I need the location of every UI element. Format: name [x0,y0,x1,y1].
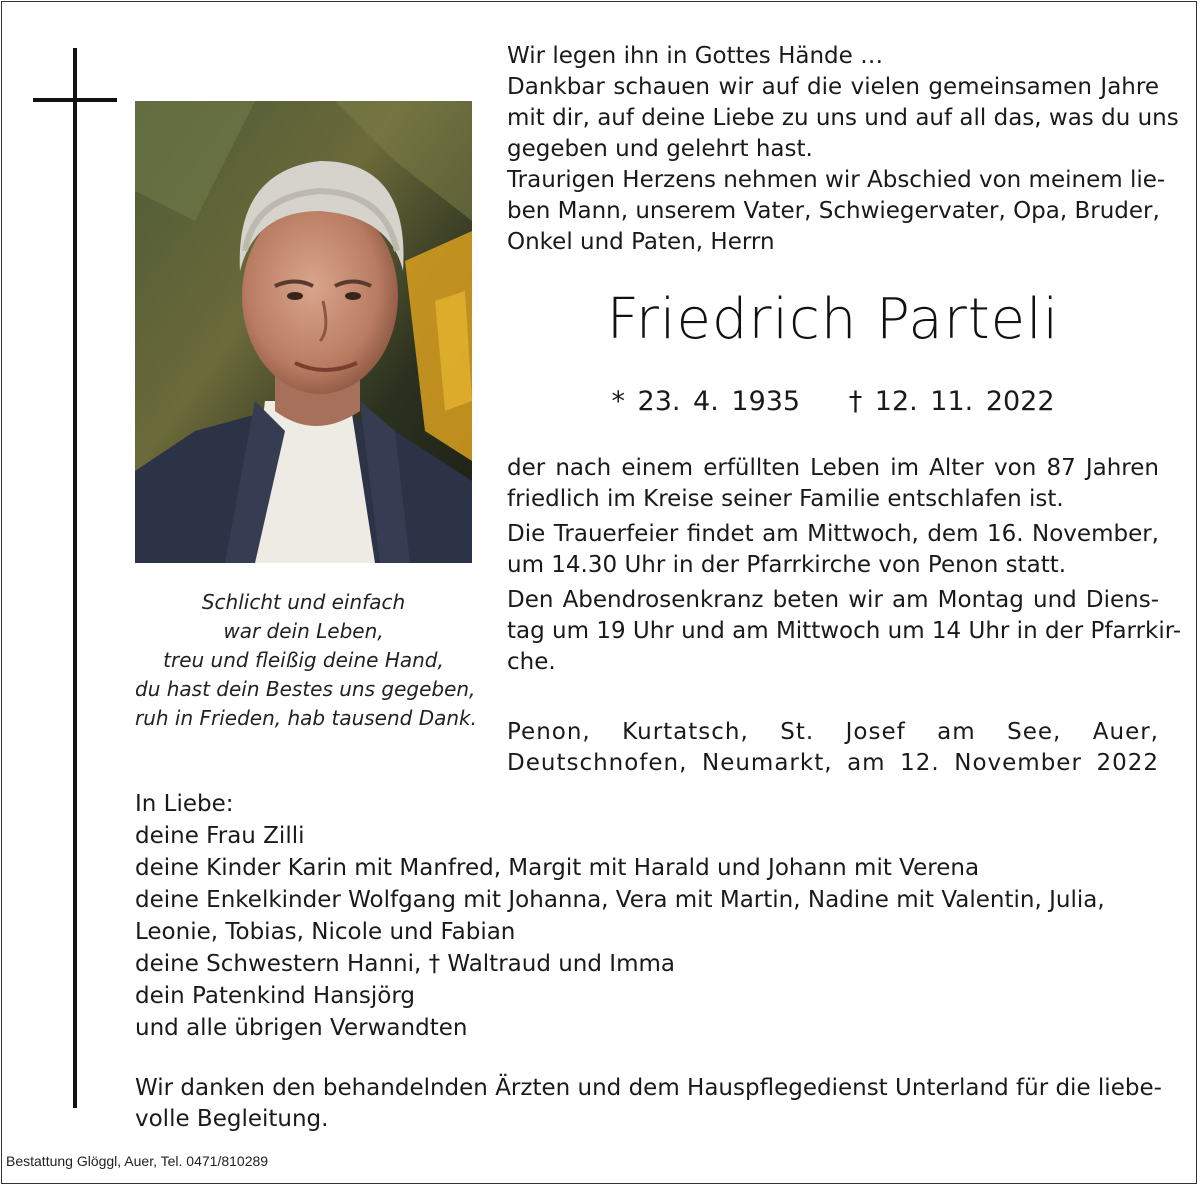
cross-icon-horizontal [33,98,117,102]
intro-line: gegeben und gelehrt hast. [507,136,813,162]
mourner-line: und alle übrigen Verwandten [135,1015,468,1041]
mourners-list [135,788,1165,1044]
birth-date: * 23. 4. 1935 [611,386,801,417]
place-line: Deutschnofen, Neumarkt, am 12. November 2022 [507,750,1159,776]
mourner-line: deine Kinder Karin mit Manfred, Margit mit Harald und Johann mit Verena [135,855,980,881]
intro-line: Onkel und Paten, Herrn [507,229,775,255]
mourner-line: Leonie, Tobias, Nicole und Fabian [135,919,516,945]
poem-line: ruh in Frieden, hab tausend Dank. [135,706,477,730]
intro-line: Wir legen ihn in Gottes Hände … [507,43,884,69]
portrait-illustration [135,101,472,563]
details-line: friedlich im Kreise seiner Familie entschlafen ist. [507,486,1064,512]
details-line: der nach einem erfüllten Leben im Alter von 87 Jahren [507,455,1159,481]
funeral-home-credit: Bestattung Glöggl, Auer, Tel. 0471/810289 [6,1153,269,1169]
poem-line: war dein Leben, [223,619,384,643]
death-date: † 12. 11. 2022 [848,386,1055,417]
details-paragraph [507,519,1159,581]
place-line: Penon, Kurtatsch, St. Josef am See, Auer, [507,719,1159,745]
portrait-photo [135,101,472,563]
details-line: Den Abendrosenkranz beten wir am Montag und Diens- [507,587,1159,613]
mourner-line: dein Patenkind Hansjörg [135,983,415,1009]
funeral-details [507,453,1182,682]
deceased-name: Friedrich Parteli [606,287,1060,352]
details-line: che. [507,649,556,675]
mourner-line: deine Schwestern Hanni, † Waltraud und Imma [135,951,675,977]
mourner-line: deine Frau Zilli [135,823,305,849]
intro-line: mit dir, auf deine Liebe zu uns und auf all das, was du uns [507,105,1179,131]
poem-line: treu und fleißig deine Hand, [163,648,444,672]
intro-line: ben Mann, unserem Vater, Schwiegervater, Opa, Bruder, [507,198,1160,224]
intro-text [507,41,1179,258]
thanks-text [135,1073,1162,1135]
poem-line: du hast dein Bestes uns gegeben, [135,677,476,701]
intro-line: Dankbar schauen wir auf die vielen gemeinsamen Jahre [507,74,1159,100]
details-line: um 14.30 Uhr in der Pfarrkirche von Penon statt. [507,552,1067,578]
details-line: tag um 19 Uhr und am Mittwoch um 14 Uhr in der Pfarrkir- [507,618,1182,644]
thanks-line: Wir danken den behandelnden Ärzten und dem Hauspflegedienst Unterland für die liebe- [135,1075,1162,1101]
intro-line: Traurigen Herzens nehmen wir Abschied von meinem lie- [507,167,1166,193]
life-dates [507,384,1159,420]
details-paragraph [507,453,1159,515]
details-paragraph [507,585,1182,678]
memorial-poem [135,588,477,733]
cross-icon-vertical [73,48,77,1108]
poem-line: Schlicht und einfach [201,590,406,614]
mourners-heading: In Liebe: [135,791,234,817]
details-line: Die Trauerfeier findet am Mittwoch, dem 16. November, [507,521,1159,547]
mourner-line: deine Enkelkinder Wolfgang mit Johanna, Vera mit Martin, Nadine mit Valentin, Julia, [135,887,1105,913]
thanks-line: volle Begleitung. [135,1106,329,1132]
place-and-date [507,717,1159,779]
